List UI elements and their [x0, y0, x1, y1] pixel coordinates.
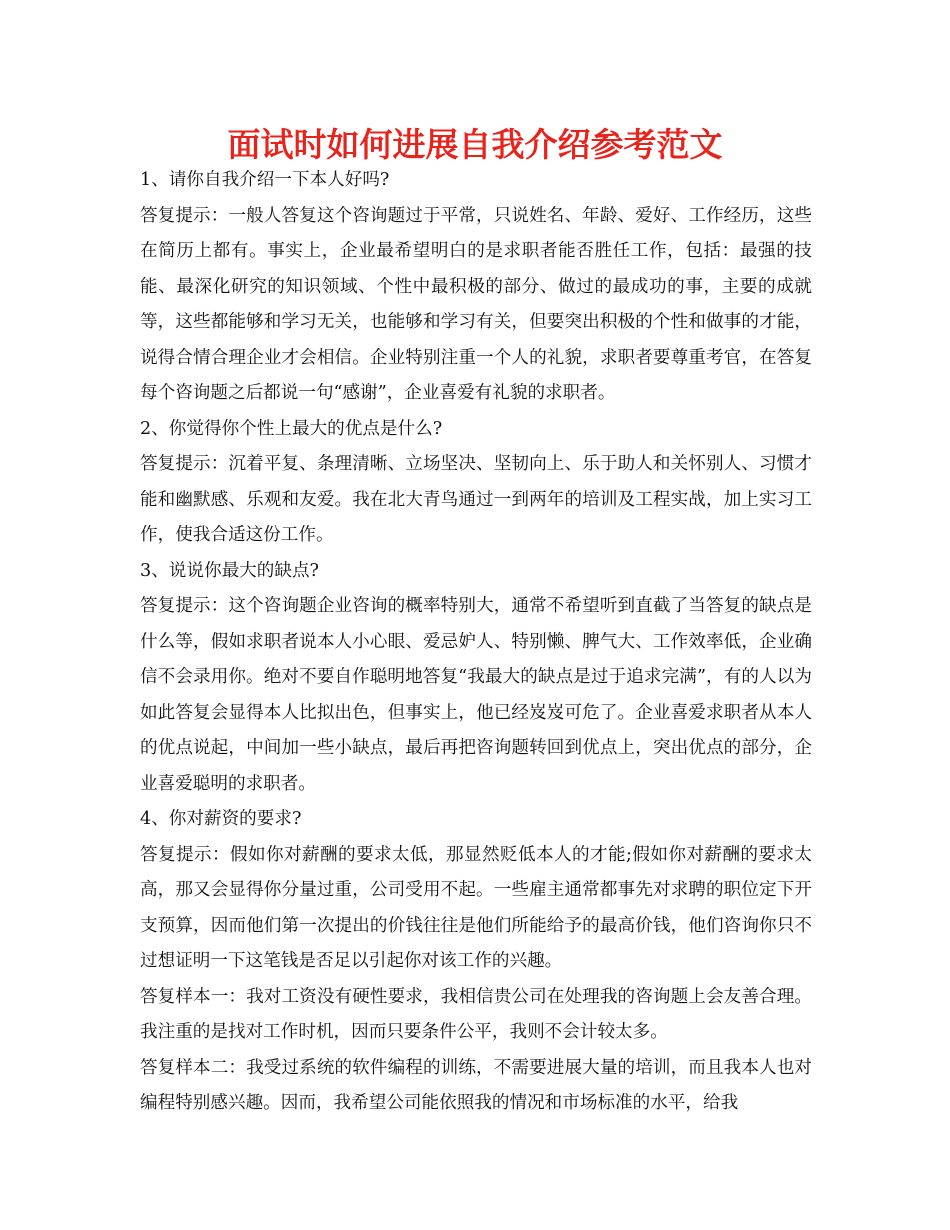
question-4: 4、你对薪资的要求? [140, 809, 302, 829]
answer-hint-2: 答复提示：沉着平复、条理清晰、立场坚决、坚韧向上、乐于助人和关怀别人、习惯才能和幽默感、乐观和友爱。我在北大青鸟通过一到两年的培训及工程实战，加上实习工作，使我合适这份工作。 [140, 454, 812, 545]
question-2: 2、你觉得你个性上最大的优点是什么? [140, 418, 443, 439]
document-body [140, 163, 812, 1122]
answer-sample-1: 答复样本一：我对工资没有硬性要求，我相信贵公司在处理我的咨询题上会友善合理。我注重的是找对工作时机，因而只要条件公平，我则不会计较太多。 [140, 986, 812, 1042]
question-1: 1、请你自我介绍一下本人好吗? [140, 170, 390, 190]
answer-hint-4: 答复提示：假如你对薪酬的要求太低，那显然贬低本人的才能;假如你对薪酬的要求太高，那又会显得你分量过重，公司受用不起。一些雇主通常都事先对求聘的职位定下开支预算，因而他们第一次提出的价钱往往是他们所能给予的最高价钱，他们咨询你只不过想证明一下这笔钱是否足以引起你对该工作的兴趣。 [140, 844, 812, 971]
document-title: 面试时如何进展自我介绍参考范文 [227, 125, 723, 164]
answer-hint-3: 答复提示：这个咨询题企业咨询的概率特别大，通常不希望听到直截了当答复的缺点是什么等，假如求职者说本人小心眼、爱忌妒人、特别懒、脾气大、工作效率低，企业确信不会录用你。绝对不要自作聪明地答复“我最大的缺点是过于追求完满”，有的人以为如此答复会显得本人比拟出色，但事实上，他已经岌岌可危了。企业喜爱求职者从本人的优点说起，中间加一些小缺点，最后再把咨询题转回到优点上，突出优点的部分，企业喜爱聪明的求职者。 [140, 596, 812, 794]
answer-sample-2: 答复样本二：我受过系统的软件编程的训练，不需要进展大量的培训，而且我本人也对编程特别感兴趣。因而，我希望公司能依照我的情况和市场标准的水平，给我 [140, 1057, 812, 1113]
question-3: 3、说说你最大的缺点? [140, 560, 319, 581]
answer-hint-1: 答复提示：一般人答复这个咨询题过于平常，只说姓名、年龄、爱好、工作经历，这些在简历上都有。事实上，企业最希望明白的是求职者能否胜任工作，包括：最强的技能、最深化研究的知识领域、个性中最积极的部分、做过的最成功的事，主要的成就等，这些都能够和学习无关，也能够和学习有关，但要突出积极的个性和做事的才能，说得合情合理企业才会相信。企业特别注重一个人的礼貌，求职者要尊重考官，在答复每个咨询题之后都说一句“感谢”，企业喜爱有礼貌的求职者。 [140, 205, 812, 403]
